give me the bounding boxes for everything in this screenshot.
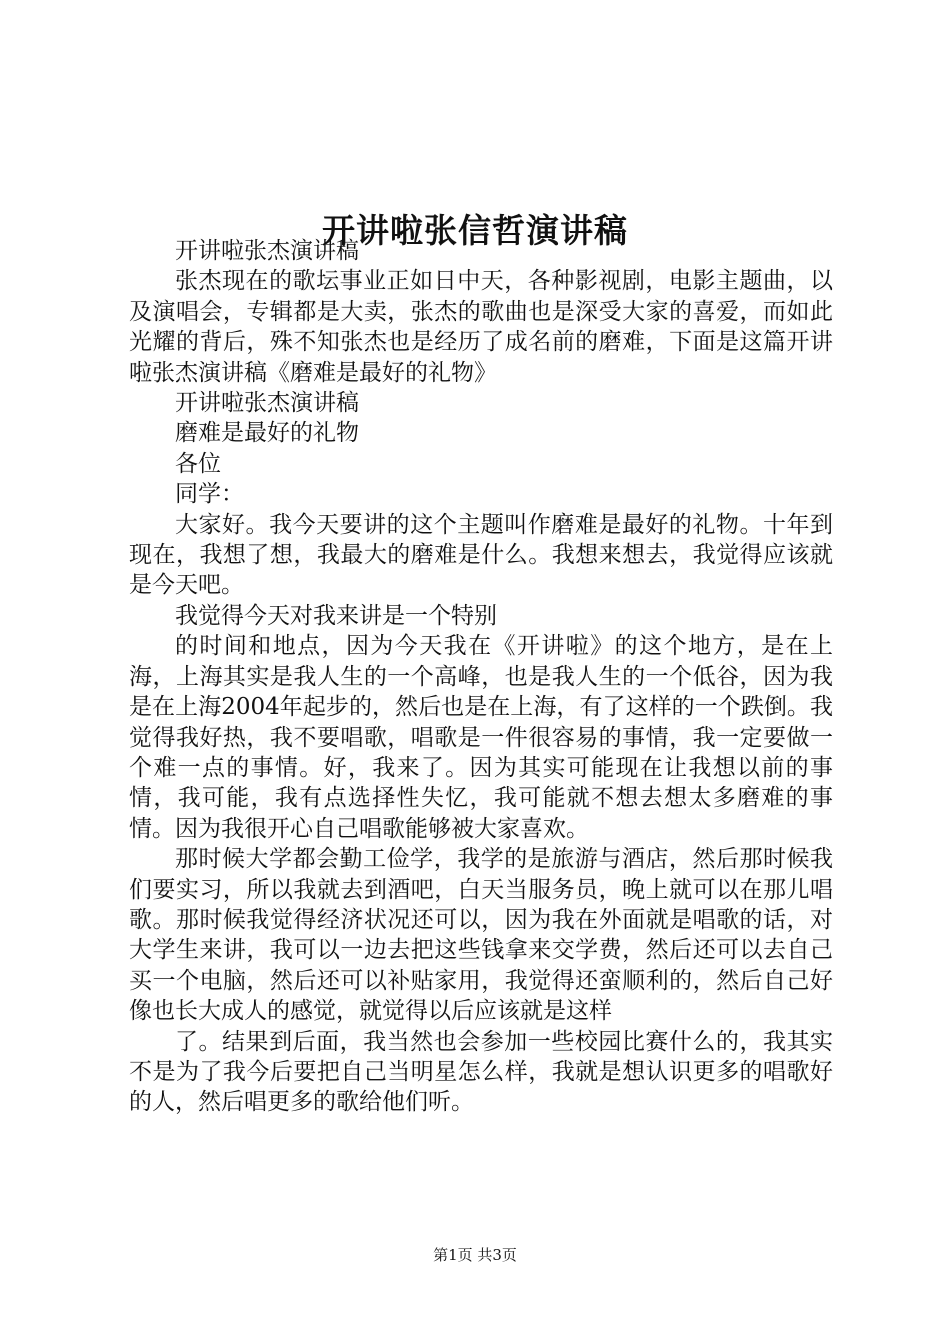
- paragraph: 大家好。我今天要讲的这个主题叫作磨难是最好的礼物。十年到现在，我想了想，我最大的磨难是什么。我想来想去，我觉得应该就是今天吧。: [129, 511, 833, 599]
- paragraph: 张杰现在的歌坛事业正如日中天，各种影视剧，电影主题曲，以及演唱会，专辑都是大卖，张杰的歌曲也是深受大家的喜爱，而如此光耀的背后，殊不知张杰也是经历了成名前的磨难，下面是这篇开讲啦张杰演讲稿《磨难是最好的礼物》: [129, 268, 833, 386]
- paragraph: 开讲啦张杰演讲稿: [175, 238, 359, 264]
- paragraph: 各位: [175, 450, 221, 477]
- document-title: 开讲啦张信哲演讲稿: [322, 211, 628, 251]
- document-body: [129, 236, 833, 1118]
- paragraph: 开讲啦张杰演讲稿: [175, 390, 359, 417]
- paragraph: 同学：: [175, 481, 244, 508]
- paragraph: 磨难是最好的礼物: [175, 420, 359, 447]
- page-footer: 第1页 共3页: [433, 1246, 517, 1264]
- paragraph: 的时间和地点，因为今天我在《开讲啦》的这个地方，是在上海，上海其实是我人生的一个高峰，也是我人生的一个低谷，因为我是在上海2004年起步的，然后也是在上海，有了这样的一个跌倒。我觉得我好热，我不要唱歌，唱歌是一件很容易的事情，我一定要做一个难一点的事情。好，我来了。因为其实可能现在让我想以前的事情，我可能，我有点选择性失忆，我可能就不想去想太多磨难的事情。因为我很开心自己唱歌能够被大家喜欢。: [129, 633, 833, 842]
- paragraph: 了。结果到后面，我当然也会参加一些校园比赛什么的，我其实不是为了我今后要把自己当明星怎么样，我就是想认识更多的唱歌好的人，然后唱更多的歌给他们听。: [129, 1028, 833, 1116]
- paragraph: 那时候大学都会勤工俭学，我学的是旅游与酒店，然后那时候我们要实习，所以我就去到酒吧，白天当服务员，晚上就可以在那儿唱歌。那时候我觉得经济状况还可以，因为我在外面就是唱歌的话，对大学生来讲，我可以一边去把这些钱拿来交学费，然后还可以去自己买一个电脑，然后还可以补贴家用，我觉得还蛮顺利的，然后自己好像也长大成人的感觉，就觉得以后应该就是这样: [129, 846, 833, 1025]
- paragraph: 我觉得今天对我来讲是一个特别: [175, 602, 497, 629]
